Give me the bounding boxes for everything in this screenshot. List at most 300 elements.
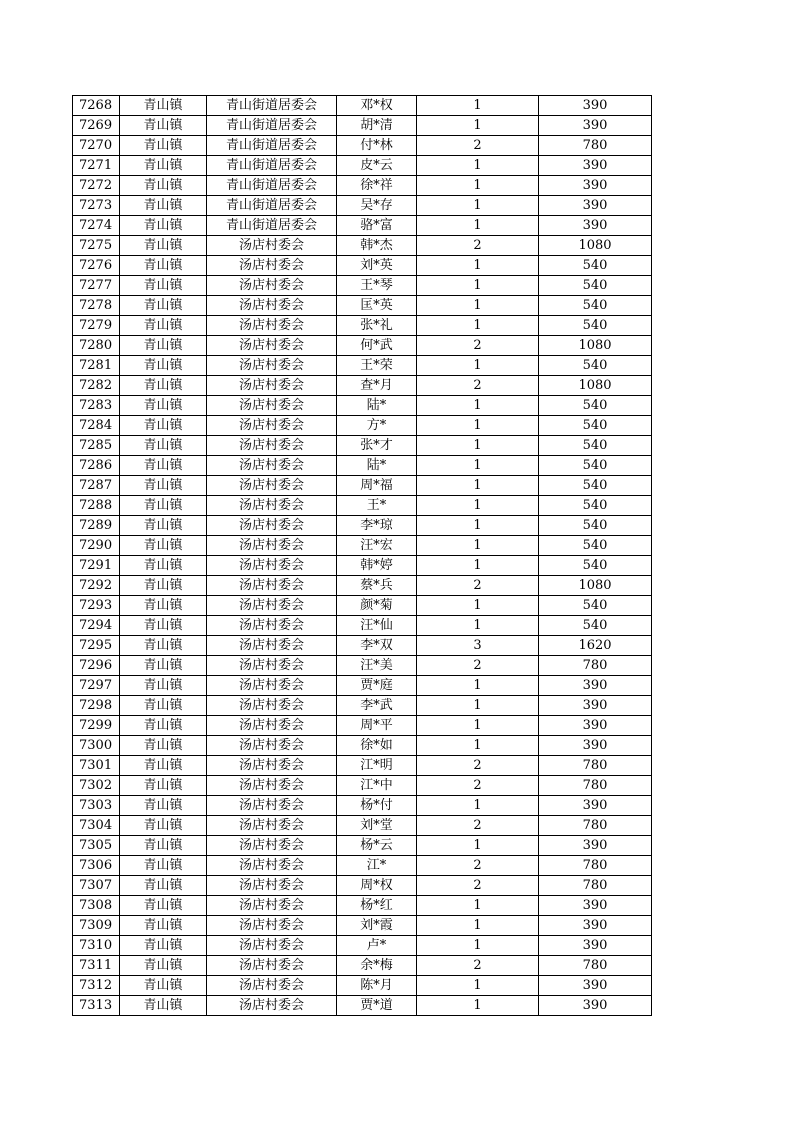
- name-cell: 王*琴: [337, 276, 417, 296]
- table-row: [73, 536, 652, 556]
- town-cell: 青山镇: [120, 236, 207, 256]
- household-count-cell: 1: [417, 416, 539, 436]
- committee-cell: 青山街道居委会: [207, 136, 337, 156]
- amount-cell: 390: [539, 896, 652, 916]
- town-cell: 青山镇: [120, 316, 207, 336]
- name-cell: 江*明: [337, 756, 417, 776]
- committee-cell: 汤店村委会: [207, 856, 337, 876]
- town-cell: 青山镇: [120, 876, 207, 896]
- committee-cell: 汤店村委会: [207, 916, 337, 936]
- table-row: [73, 216, 652, 236]
- town-cell: 青山镇: [120, 816, 207, 836]
- amount-cell: 390: [539, 696, 652, 716]
- town-cell: 青山镇: [120, 456, 207, 476]
- name-cell: 李*双: [337, 636, 417, 656]
- committee-cell: 汤店村委会: [207, 376, 337, 396]
- committee-cell: 汤店村委会: [207, 236, 337, 256]
- committee-cell: 汤店村委会: [207, 756, 337, 776]
- town-cell: 青山镇: [120, 116, 207, 136]
- name-cell: 江*: [337, 856, 417, 876]
- town-cell: 青山镇: [120, 916, 207, 936]
- serial-number-cell: 7299: [73, 716, 120, 736]
- serial-number-cell: 7271: [73, 156, 120, 176]
- name-cell: 李*武: [337, 696, 417, 716]
- household-count-cell: 1: [417, 216, 539, 236]
- amount-cell: 390: [539, 176, 652, 196]
- amount-cell: 540: [539, 476, 652, 496]
- household-count-cell: 2: [417, 816, 539, 836]
- amount-cell: 540: [539, 496, 652, 516]
- committee-cell: 汤店村委会: [207, 816, 337, 836]
- table-row: [73, 656, 652, 676]
- household-count-cell: 2: [417, 576, 539, 596]
- name-cell: 蔡*兵: [337, 576, 417, 596]
- serial-number-cell: 7282: [73, 376, 120, 396]
- amount-cell: 540: [539, 456, 652, 476]
- table-row: [73, 496, 652, 516]
- amount-cell: 780: [539, 856, 652, 876]
- name-cell: 刘*堂: [337, 816, 417, 836]
- amount-cell: 540: [539, 396, 652, 416]
- serial-number-cell: 7296: [73, 656, 120, 676]
- town-cell: 青山镇: [120, 636, 207, 656]
- name-cell: 余*梅: [337, 956, 417, 976]
- town-cell: 青山镇: [120, 616, 207, 636]
- serial-number-cell: 7298: [73, 696, 120, 716]
- name-cell: 周*福: [337, 476, 417, 496]
- table-row: [73, 736, 652, 756]
- amount-cell: 1080: [539, 336, 652, 356]
- amount-cell: 540: [539, 616, 652, 636]
- household-count-cell: 1: [417, 296, 539, 316]
- serial-number-cell: 7301: [73, 756, 120, 776]
- committee-cell: 汤店村委会: [207, 296, 337, 316]
- household-count-cell: 1: [417, 536, 539, 556]
- amount-cell: 390: [539, 996, 652, 1016]
- name-cell: 贾*庭: [337, 676, 417, 696]
- name-cell: 张*礼: [337, 316, 417, 336]
- name-cell: 汪*美: [337, 656, 417, 676]
- name-cell: 付*林: [337, 136, 417, 156]
- household-count-cell: 1: [417, 896, 539, 916]
- committee-cell: 汤店村委会: [207, 796, 337, 816]
- committee-cell: 汤店村委会: [207, 776, 337, 796]
- committee-cell: 汤店村委会: [207, 576, 337, 596]
- town-cell: 青山镇: [120, 196, 207, 216]
- town-cell: 青山镇: [120, 656, 207, 676]
- serial-number-cell: 7297: [73, 676, 120, 696]
- town-cell: 青山镇: [120, 896, 207, 916]
- committee-cell: 汤店村委会: [207, 356, 337, 376]
- table-row: [73, 256, 652, 276]
- amount-cell: 540: [539, 256, 652, 276]
- amount-cell: 780: [539, 816, 652, 836]
- table-row: [73, 176, 652, 196]
- serial-number-cell: 7289: [73, 516, 120, 536]
- committee-cell: 汤店村委会: [207, 516, 337, 536]
- amount-cell: 540: [539, 536, 652, 556]
- amount-cell: 1080: [539, 376, 652, 396]
- serial-number-cell: 7272: [73, 176, 120, 196]
- table-row: [73, 676, 652, 696]
- committee-cell: 青山街道居委会: [207, 156, 337, 176]
- serial-number-cell: 7275: [73, 236, 120, 256]
- serial-number-cell: 7288: [73, 496, 120, 516]
- amount-cell: 390: [539, 216, 652, 236]
- committee-cell: 青山街道居委会: [207, 196, 337, 216]
- committee-cell: 汤店村委会: [207, 616, 337, 636]
- table-row: [73, 196, 652, 216]
- amount-cell: 540: [539, 356, 652, 376]
- household-count-cell: 2: [417, 136, 539, 156]
- household-count-cell: 1: [417, 916, 539, 936]
- amount-cell: 540: [539, 416, 652, 436]
- committee-cell: 汤店村委会: [207, 716, 337, 736]
- name-cell: 陆*: [337, 456, 417, 476]
- household-count-cell: 2: [417, 956, 539, 976]
- serial-number-cell: 7276: [73, 256, 120, 276]
- name-cell: 胡*清: [337, 116, 417, 136]
- table-row: [73, 616, 652, 636]
- table-row: [73, 596, 652, 616]
- household-count-cell: 1: [417, 436, 539, 456]
- table-row: [73, 696, 652, 716]
- town-cell: 青山镇: [120, 736, 207, 756]
- town-cell: 青山镇: [120, 336, 207, 356]
- amount-cell: 390: [539, 796, 652, 816]
- name-cell: 徐*祥: [337, 176, 417, 196]
- committee-cell: 汤店村委会: [207, 976, 337, 996]
- town-cell: 青山镇: [120, 556, 207, 576]
- committee-cell: 青山街道居委会: [207, 116, 337, 136]
- name-cell: 杨*付: [337, 796, 417, 816]
- table-row: [73, 296, 652, 316]
- household-count-cell: 1: [417, 996, 539, 1016]
- name-cell: 杨*云: [337, 836, 417, 856]
- amount-cell: 540: [539, 316, 652, 336]
- committee-cell: 汤店村委会: [207, 656, 337, 676]
- committee-cell: 汤店村委会: [207, 836, 337, 856]
- serial-number-cell: 7274: [73, 216, 120, 236]
- table-row: [73, 636, 652, 656]
- name-cell: 邓*权: [337, 96, 417, 116]
- committee-cell: 汤店村委会: [207, 696, 337, 716]
- name-cell: 卢*: [337, 936, 417, 956]
- table-row: [73, 556, 652, 576]
- amount-cell: 540: [539, 296, 652, 316]
- household-count-cell: 1: [417, 396, 539, 416]
- name-cell: 李*琼: [337, 516, 417, 536]
- table-row: [73, 136, 652, 156]
- table-row: [73, 416, 652, 436]
- serial-number-cell: 7285: [73, 436, 120, 456]
- town-cell: 青山镇: [120, 376, 207, 396]
- name-cell: 汪*宏: [337, 536, 417, 556]
- town-cell: 青山镇: [120, 936, 207, 956]
- table-row: [73, 576, 652, 596]
- household-count-cell: 1: [417, 596, 539, 616]
- town-cell: 青山镇: [120, 176, 207, 196]
- name-cell: 王*: [337, 496, 417, 516]
- household-count-cell: 1: [417, 456, 539, 476]
- name-cell: 刘*英: [337, 256, 417, 276]
- household-count-cell: 1: [417, 936, 539, 956]
- amount-cell: 540: [539, 436, 652, 456]
- serial-number-cell: 7287: [73, 476, 120, 496]
- table-row: [73, 116, 652, 136]
- table-row: [73, 756, 652, 776]
- household-count-cell: 1: [417, 616, 539, 636]
- name-cell: 汪*仙: [337, 616, 417, 636]
- name-cell: 方*: [337, 416, 417, 436]
- town-cell: 青山镇: [120, 416, 207, 436]
- town-cell: 青山镇: [120, 216, 207, 236]
- committee-cell: 汤店村委会: [207, 416, 337, 436]
- town-cell: 青山镇: [120, 256, 207, 276]
- household-count-cell: 1: [417, 476, 539, 496]
- household-count-cell: 1: [417, 176, 539, 196]
- committee-cell: 汤店村委会: [207, 996, 337, 1016]
- amount-cell: 390: [539, 96, 652, 116]
- household-count-cell: 2: [417, 856, 539, 876]
- serial-number-cell: 7280: [73, 336, 120, 356]
- serial-number-cell: 7268: [73, 96, 120, 116]
- household-count-cell: 3: [417, 636, 539, 656]
- town-cell: 青山镇: [120, 596, 207, 616]
- name-cell: 骆*富: [337, 216, 417, 236]
- town-cell: 青山镇: [120, 696, 207, 716]
- committee-cell: 汤店村委会: [207, 956, 337, 976]
- town-cell: 青山镇: [120, 396, 207, 416]
- serial-number-cell: 7279: [73, 316, 120, 336]
- name-cell: 韩*杰: [337, 236, 417, 256]
- table-row: [73, 436, 652, 456]
- town-cell: 青山镇: [120, 576, 207, 596]
- town-cell: 青山镇: [120, 796, 207, 816]
- table-row: [73, 716, 652, 736]
- town-cell: 青山镇: [120, 476, 207, 496]
- name-cell: 江*中: [337, 776, 417, 796]
- committee-cell: 汤店村委会: [207, 676, 337, 696]
- amount-cell: 540: [539, 556, 652, 576]
- committee-cell: 青山街道居委会: [207, 216, 337, 236]
- household-count-cell: 2: [417, 756, 539, 776]
- table-row: [73, 336, 652, 356]
- committee-cell: 汤店村委会: [207, 636, 337, 656]
- town-cell: 青山镇: [120, 96, 207, 116]
- household-count-cell: 1: [417, 496, 539, 516]
- table-row: [73, 776, 652, 796]
- table-row: [73, 896, 652, 916]
- table-row: [73, 816, 652, 836]
- town-cell: 青山镇: [120, 496, 207, 516]
- name-cell: 皮*云: [337, 156, 417, 176]
- name-cell: 周*平: [337, 716, 417, 736]
- committee-cell: 汤店村委会: [207, 596, 337, 616]
- serial-number-cell: 7270: [73, 136, 120, 156]
- name-cell: 杨*红: [337, 896, 417, 916]
- name-cell: 陈*月: [337, 976, 417, 996]
- committee-cell: 汤店村委会: [207, 936, 337, 956]
- name-cell: 贾*道: [337, 996, 417, 1016]
- name-cell: 吴*存: [337, 196, 417, 216]
- serial-number-cell: 7284: [73, 416, 120, 436]
- committee-cell: 汤店村委会: [207, 536, 337, 556]
- serial-number-cell: 7286: [73, 456, 120, 476]
- serial-number-cell: 7277: [73, 276, 120, 296]
- table-row: [73, 916, 652, 936]
- household-count-cell: 1: [417, 256, 539, 276]
- amount-cell: 780: [539, 776, 652, 796]
- amount-cell: 1080: [539, 576, 652, 596]
- household-count-cell: 1: [417, 696, 539, 716]
- serial-number-cell: 7309: [73, 916, 120, 936]
- amount-cell: 390: [539, 716, 652, 736]
- town-cell: 青山镇: [120, 136, 207, 156]
- household-count-cell: 1: [417, 116, 539, 136]
- committee-cell: 汤店村委会: [207, 456, 337, 476]
- committee-cell: 汤店村委会: [207, 396, 337, 416]
- amount-cell: 390: [539, 936, 652, 956]
- amount-cell: 390: [539, 736, 652, 756]
- household-count-cell: 1: [417, 196, 539, 216]
- table-row: [73, 956, 652, 976]
- committee-cell: 汤店村委会: [207, 896, 337, 916]
- serial-number-cell: 7310: [73, 936, 120, 956]
- name-cell: 韩*婷: [337, 556, 417, 576]
- serial-number-cell: 7278: [73, 296, 120, 316]
- serial-number-cell: 7302: [73, 776, 120, 796]
- name-cell: 王*荣: [337, 356, 417, 376]
- serial-number-cell: 7295: [73, 636, 120, 656]
- committee-cell: 汤店村委会: [207, 256, 337, 276]
- committee-cell: 青山街道居委会: [207, 96, 337, 116]
- serial-number-cell: 7294: [73, 616, 120, 636]
- amount-cell: 1080: [539, 236, 652, 256]
- table-row: [73, 856, 652, 876]
- table-row: [73, 396, 652, 416]
- table-row: [73, 456, 652, 476]
- table-row: [73, 876, 652, 896]
- table-row: [73, 976, 652, 996]
- table-row: [73, 796, 652, 816]
- serial-number-cell: 7283: [73, 396, 120, 416]
- town-cell: 青山镇: [120, 956, 207, 976]
- committee-cell: 汤店村委会: [207, 556, 337, 576]
- household-count-cell: 1: [417, 716, 539, 736]
- table-row: [73, 316, 652, 336]
- town-cell: 青山镇: [120, 996, 207, 1016]
- serial-number-cell: 7291: [73, 556, 120, 576]
- household-count-cell: 2: [417, 336, 539, 356]
- serial-number-cell: 7300: [73, 736, 120, 756]
- household-count-cell: 1: [417, 796, 539, 816]
- serial-number-cell: 7308: [73, 896, 120, 916]
- relief-roster-table: [72, 95, 652, 1016]
- name-cell: 匡*英: [337, 296, 417, 316]
- amount-cell: 780: [539, 956, 652, 976]
- household-count-cell: 1: [417, 516, 539, 536]
- town-cell: 青山镇: [120, 356, 207, 376]
- serial-number-cell: 7293: [73, 596, 120, 616]
- table-row: [73, 936, 652, 956]
- serial-number-cell: 7269: [73, 116, 120, 136]
- town-cell: 青山镇: [120, 676, 207, 696]
- household-count-cell: 1: [417, 556, 539, 576]
- amount-cell: 780: [539, 656, 652, 676]
- name-cell: 张*才: [337, 436, 417, 456]
- amount-cell: 540: [539, 516, 652, 536]
- serial-number-cell: 7312: [73, 976, 120, 996]
- household-count-cell: 1: [417, 276, 539, 296]
- household-count-cell: 1: [417, 156, 539, 176]
- table-row: [73, 836, 652, 856]
- town-cell: 青山镇: [120, 156, 207, 176]
- serial-number-cell: 7313: [73, 996, 120, 1016]
- committee-cell: 汤店村委会: [207, 336, 337, 356]
- name-cell: 周*权: [337, 876, 417, 896]
- serial-number-cell: 7303: [73, 796, 120, 816]
- serial-number-cell: 7281: [73, 356, 120, 376]
- serial-number-cell: 7290: [73, 536, 120, 556]
- table-row: [73, 516, 652, 536]
- household-count-cell: 2: [417, 776, 539, 796]
- town-cell: 青山镇: [120, 776, 207, 796]
- household-count-cell: 1: [417, 736, 539, 756]
- name-cell: 徐*如: [337, 736, 417, 756]
- household-count-cell: 1: [417, 836, 539, 856]
- amount-cell: 780: [539, 136, 652, 156]
- amount-cell: 390: [539, 836, 652, 856]
- committee-cell: 汤店村委会: [207, 436, 337, 456]
- household-count-cell: 2: [417, 236, 539, 256]
- amount-cell: 390: [539, 196, 652, 216]
- table-row: [73, 356, 652, 376]
- household-count-cell: 1: [417, 676, 539, 696]
- table-row: [73, 236, 652, 256]
- amount-cell: 540: [539, 596, 652, 616]
- town-cell: 青山镇: [120, 836, 207, 856]
- amount-cell: 390: [539, 116, 652, 136]
- table-row: [73, 996, 652, 1016]
- town-cell: 青山镇: [120, 516, 207, 536]
- name-cell: 陆*: [337, 396, 417, 416]
- amount-cell: 1620: [539, 636, 652, 656]
- table-row: [73, 156, 652, 176]
- committee-cell: 青山街道居委会: [207, 176, 337, 196]
- committee-cell: 汤店村委会: [207, 496, 337, 516]
- name-cell: 刘*霞: [337, 916, 417, 936]
- household-count-cell: 2: [417, 656, 539, 676]
- household-count-cell: 2: [417, 876, 539, 896]
- amount-cell: 390: [539, 976, 652, 996]
- town-cell: 青山镇: [120, 716, 207, 736]
- name-cell: 颜*菊: [337, 596, 417, 616]
- name-cell: 何*武: [337, 336, 417, 356]
- amount-cell: 390: [539, 676, 652, 696]
- amount-cell: 540: [539, 276, 652, 296]
- town-cell: 青山镇: [120, 276, 207, 296]
- table-body: [73, 96, 652, 1016]
- serial-number-cell: 7292: [73, 576, 120, 596]
- committee-cell: 汤店村委会: [207, 316, 337, 336]
- amount-cell: 390: [539, 156, 652, 176]
- serial-number-cell: 7311: [73, 956, 120, 976]
- table-row: [73, 476, 652, 496]
- town-cell: 青山镇: [120, 296, 207, 316]
- town-cell: 青山镇: [120, 976, 207, 996]
- town-cell: 青山镇: [120, 436, 207, 456]
